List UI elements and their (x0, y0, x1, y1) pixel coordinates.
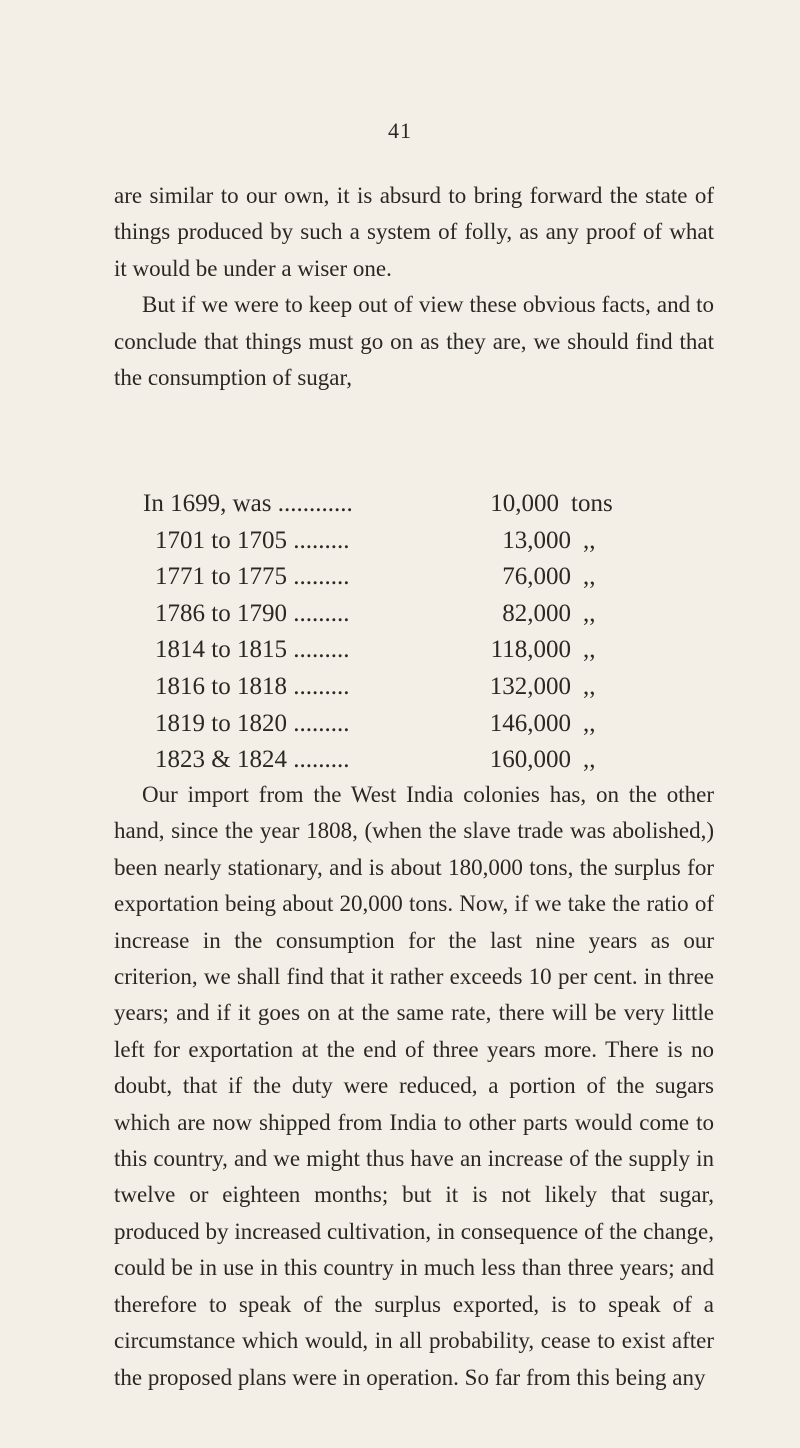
period-cell: In 1699, was ............ (143, 490, 353, 517)
tons-cell: 132,000 (489, 672, 571, 700)
unit-cell: ,, (583, 563, 596, 591)
tons-cell: 82,000 (502, 599, 571, 627)
sugar-consumption-table (143, 486, 703, 779)
table-row (143, 596, 703, 633)
unit-cell: ,, (583, 526, 596, 554)
text-block-bottom (114, 777, 714, 1396)
period-cell: 1823 & 1824 ......... (155, 746, 350, 774)
tons-cell: 10,000 (490, 490, 559, 517)
tons-cell: 76,000 (502, 563, 571, 591)
unit-cell: ,, (583, 672, 596, 700)
paragraph-continuation: are similar to our own, it is absurd to bring forward the state of things produced by such a system of folly, as any proof of what it would be under a wiser one. (114, 183, 714, 281)
unit-cell: tons (571, 490, 613, 517)
table-row (143, 559, 703, 596)
unit-cell: ,, (583, 636, 596, 664)
paragraph-consumption-intro: But if we were to keep out of view these obvious facts, and to conclude that things must go on as they are, we should find that the consumption of sugar, (114, 292, 714, 391)
tons-cell: 160,000 (489, 746, 571, 774)
text-block-top (114, 178, 714, 396)
period-cell: 1771 to 1775 ......... (155, 563, 350, 591)
unit-cell: ,, (583, 746, 596, 774)
period-cell: 1814 to 1815 ......... (155, 636, 350, 664)
paragraph-west-india-import: Our import from the West India colonies has, on the other hand, since the year 1808, (when the slave trade was abolished,) been nearly stationary, and is about 180,000 tons, the surplus for exportation being about 20,000 tons. Now, if we take the ratio of increase in the consumption for the last nine years as our criterion, we shall find that it rather exceeds 10 per cent. in three years; and if it goes on at the same rate, there will be very little left for exportation at the end of three years more. There is no doubt, that if the duty were reduced, a portion of the sugars which are now shipped from India to other parts would come to this country, and we might thus have an increase of the supply in twelve or eighteen months; but it is not likely that sugar, produced by increased cultivation, in consequence of the change, could be in use in this country in much less than three years; and therefore to speak of the surplus exported, is to speak of a circumstance which would, in all probability, cease to exist after the proposed plans were in operation. So far from this being any (114, 782, 714, 1390)
unit-cell: ,, (583, 709, 596, 737)
page-number: 41 (388, 118, 412, 143)
table-row (143, 669, 703, 706)
period-cell: 1701 to 1705 ......... (155, 526, 350, 554)
table-row (143, 632, 703, 669)
unit-cell: ,, (583, 599, 596, 627)
tons-cell: 118,000 (490, 636, 571, 664)
table-row (143, 523, 703, 560)
table-row (143, 706, 703, 743)
tons-cell: 146,000 (489, 709, 571, 737)
period-cell: 1819 to 1820 ......... (155, 709, 350, 737)
table-row (143, 742, 703, 779)
table-row (143, 486, 703, 523)
tons-cell: 13,000 (502, 526, 571, 554)
period-cell: 1786 to 1790 ......... (155, 599, 350, 627)
period-cell: 1816 to 1818 ......... (155, 672, 350, 700)
